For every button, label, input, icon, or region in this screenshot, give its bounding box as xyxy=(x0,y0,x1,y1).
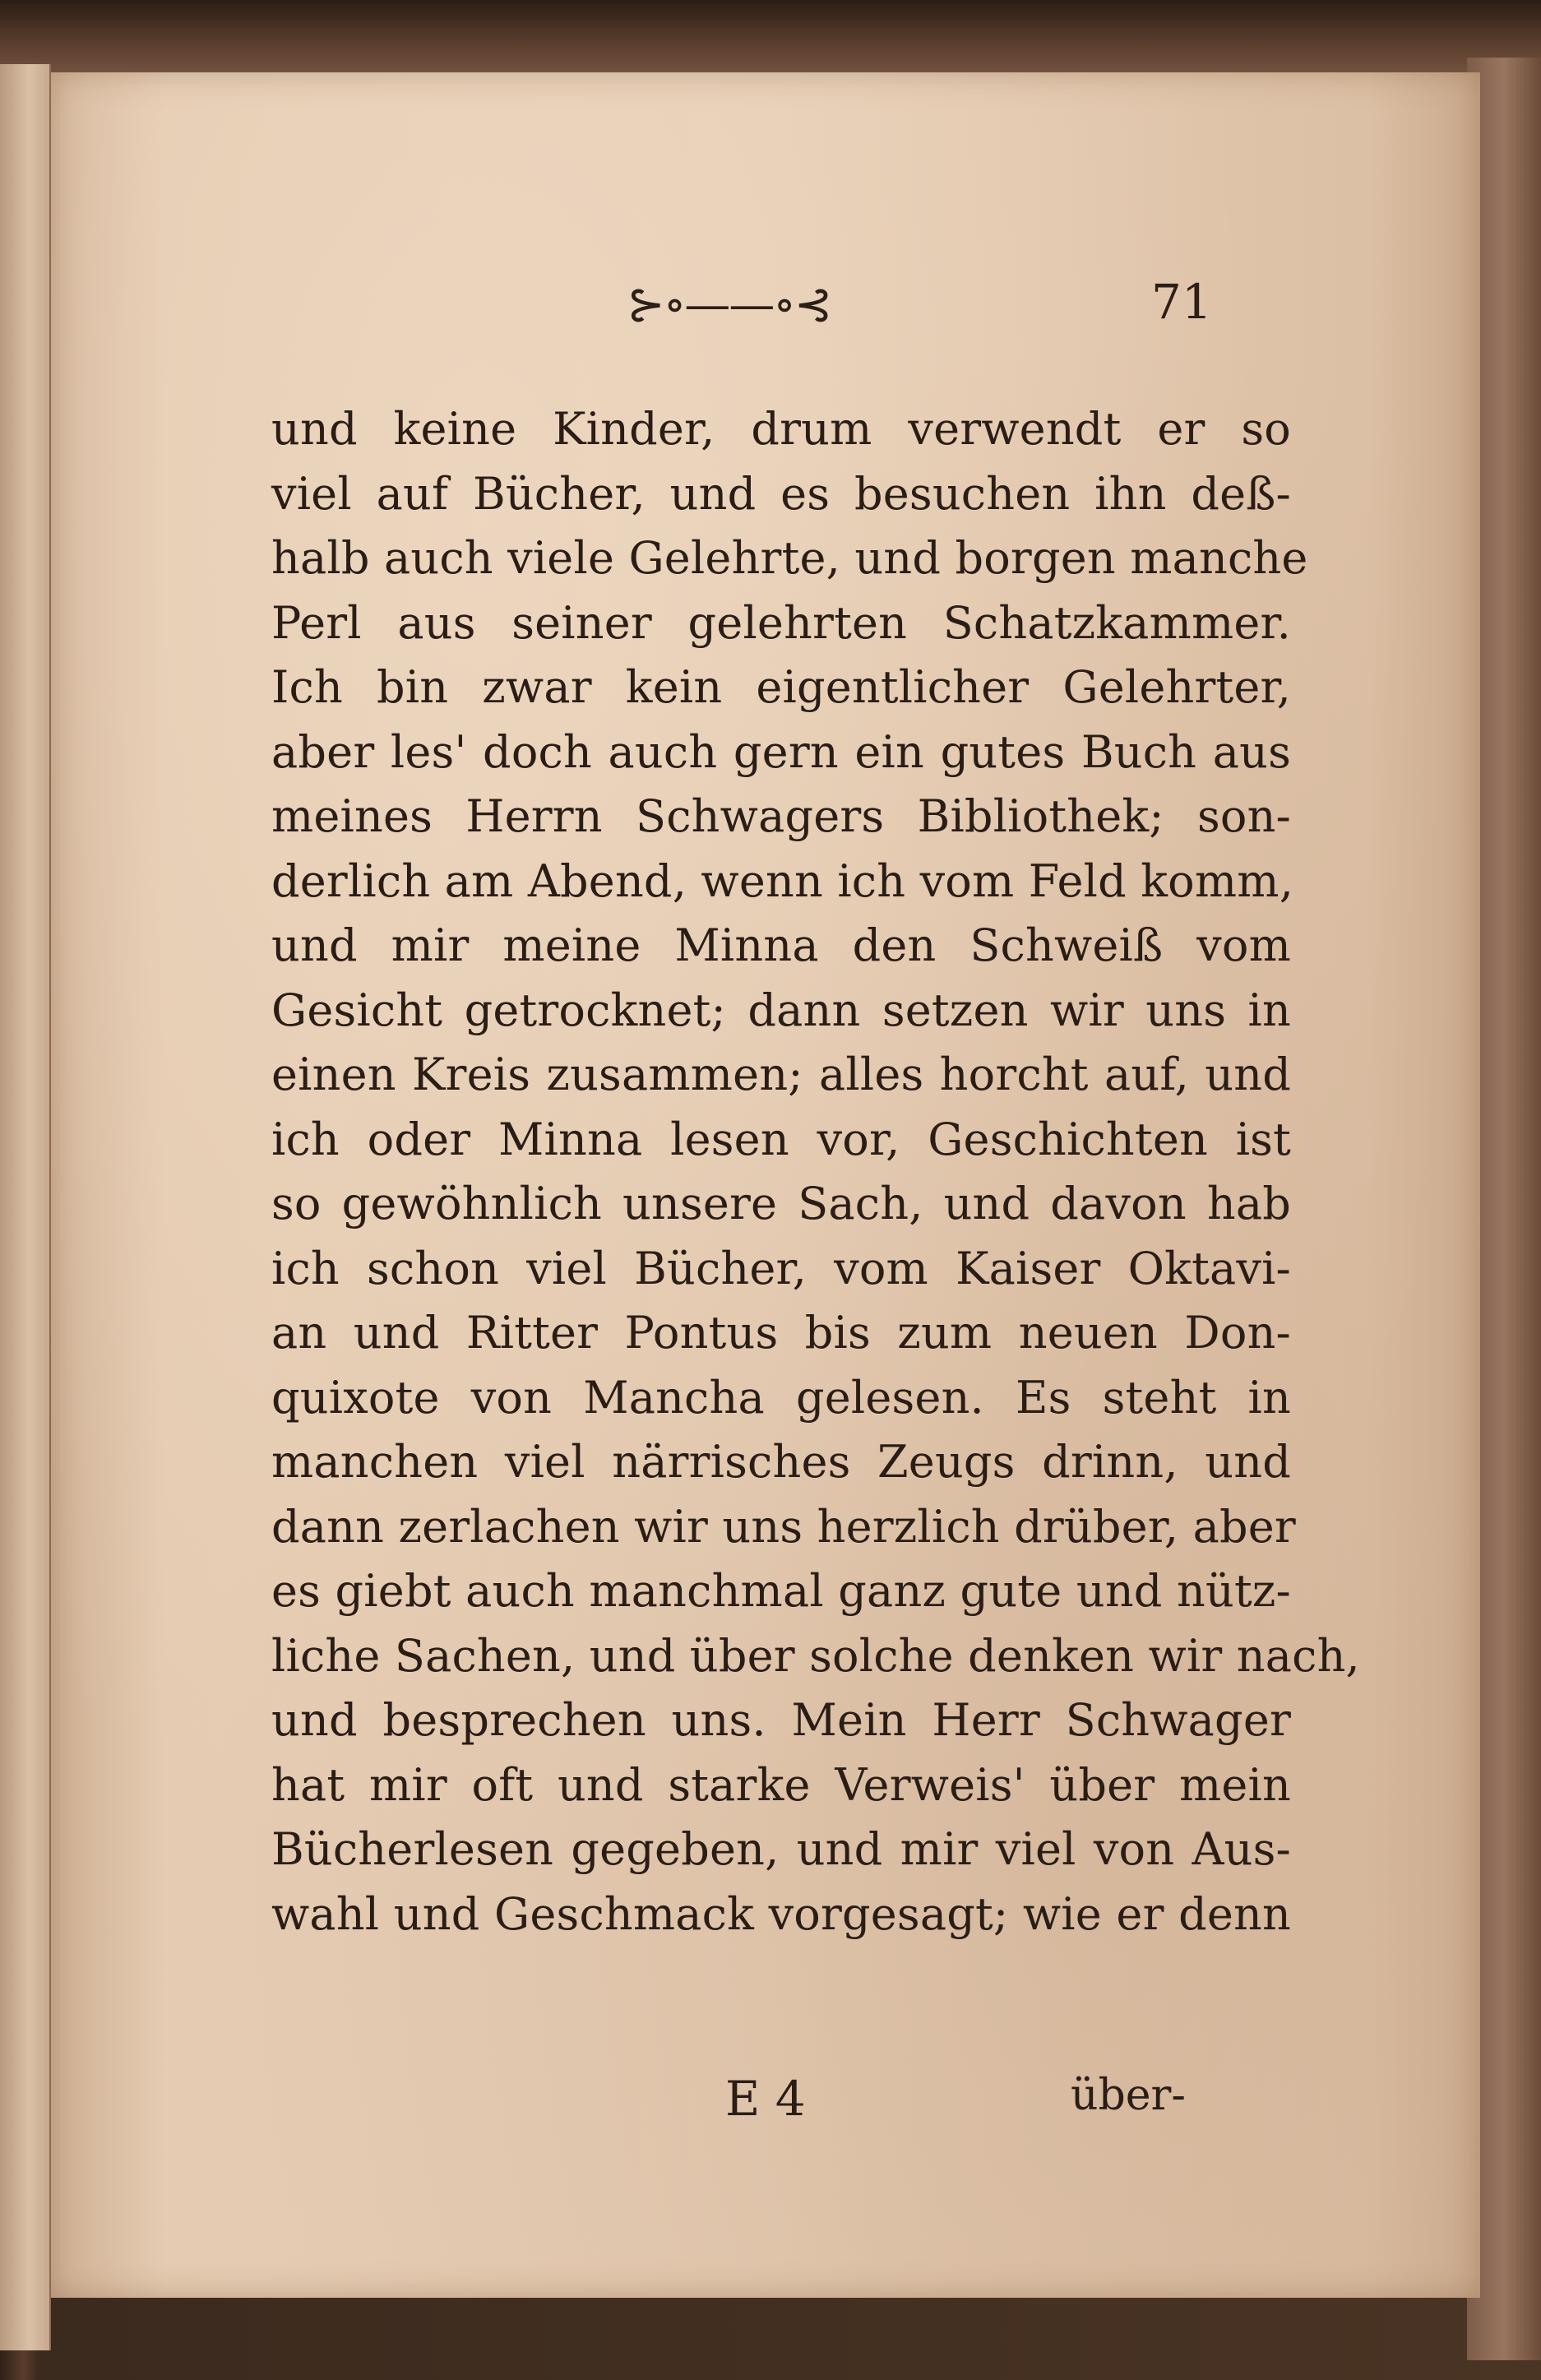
book-page xyxy=(51,72,1480,2298)
text-line: hat mir oft und starke Verweis' über mein xyxy=(271,1758,1291,1811)
text-line: ich oder Minna lesen vor, Geschichten ist xyxy=(271,1113,1291,1165)
text-line: aber les' doch auch gern ein gutes Buch aus xyxy=(271,725,1291,778)
text-line: manchen viel närrisches Zeugs drinn, und xyxy=(271,1436,1291,1488)
text-line: und besprechen uns. Mein Herr Schwager xyxy=(271,1694,1291,1746)
body-text xyxy=(271,397,1360,1947)
header-ornament: ⊱∘——∘⊰ xyxy=(627,278,831,331)
text-line: liche Sachen, und über solche denken wir nach, xyxy=(271,1629,1360,1682)
text-line: quixote von Mancha gelesen. Es steht in xyxy=(271,1371,1291,1424)
text-line: halb auch viele Gelehrte, und borgen manche xyxy=(271,532,1308,584)
text-line: Bücherlesen gegeben, und mir viel von Aus- xyxy=(271,1823,1291,1875)
text-line: Perl aus seiner gelehrten Schatzkammer. xyxy=(271,596,1291,649)
text-line: es giebt auch manchmal ganz gute und nütz- xyxy=(271,1565,1291,1617)
page-number: 71 xyxy=(1151,274,1212,330)
text-line: an und Ritter Pontus bis zum neuen Don- xyxy=(271,1307,1291,1359)
text-line: und mir meine Minna den Schweiß vom xyxy=(271,919,1291,971)
facing-page-edge xyxy=(0,64,51,2350)
text-line: und keine Kinder, drum verwendt er so xyxy=(271,403,1291,455)
text-line: so gewöhnlich unsere Sach, und davon hab xyxy=(271,1178,1291,1229)
text-line: Ich bin zwar kein eigentlicher Gelehrter, xyxy=(271,661,1291,713)
book-cover-top-edge xyxy=(0,0,1541,82)
text-line: einen Kreis zusammen; alles horcht auf, und xyxy=(271,1049,1291,1100)
catchword: über- xyxy=(1071,2071,1186,2120)
page-header xyxy=(51,196,1480,331)
page-footer xyxy=(51,2071,1480,2145)
signature-mark: E 4 xyxy=(725,2071,806,2127)
text-line: meines Herrn Schwagers Bibliothek; son- xyxy=(271,790,1291,842)
text-line: Gesicht getrocknet; dann setzen wir uns in xyxy=(271,984,1291,1036)
text-line: viel auf Bücher, und es besuchen ihn deß- xyxy=(271,467,1291,520)
text-line: derlich am Abend, wenn ich vom Feld komm, xyxy=(271,854,1294,907)
text-line: dann zerlachen wir uns herzlich drüber, aber xyxy=(271,1500,1296,1553)
text-line: ich schon viel Bücher, vom Kaiser Oktavi- xyxy=(271,1242,1291,1294)
text-line: wahl und Geschmack vorgesagt; wie er denn xyxy=(271,1887,1291,1940)
